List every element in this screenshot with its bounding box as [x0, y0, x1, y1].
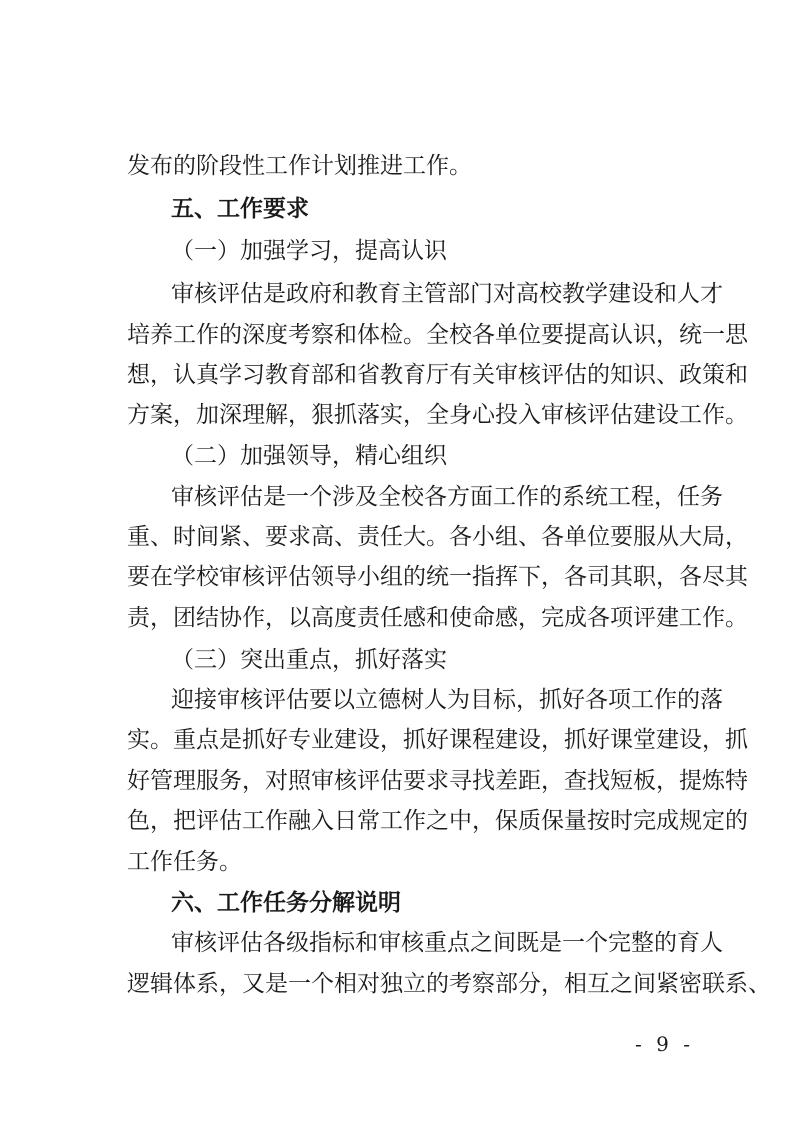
paragraph-line: 发布的阶段性工作计划推进工作。 — [127, 153, 472, 179]
subsection-heading: （一）加强学习，提高认识 — [171, 238, 447, 264]
paragraph-line: 审核评估是政府和教育主管部门对高校教学建设和人才 — [171, 281, 723, 307]
paragraph-line: 想，认真学习教育部和省教育厅有关审核评估的知识、政策和 — [127, 362, 748, 388]
subsection-heading: （三）突出重点，抓好落实 — [171, 647, 447, 673]
paragraph-line: 培养工作的深度考察和体检。全校各单位要提高认识，统一思 — [127, 322, 748, 348]
paragraph-line: 迎接审核评估要以立德树人为目标，抓好各项工作的落 — [171, 687, 723, 713]
paragraph-line: 审核评估各级指标和审核重点之间既是一个完整的育人 — [171, 930, 723, 956]
paragraph-line: 方案，加深理解，狠抓落实，全身心投入审核评估建设工作。 — [127, 402, 748, 428]
paragraph-line: 实。重点是抓好专业建设，抓好课程建设，抓好课堂建设，抓 — [127, 727, 748, 753]
paragraph-line: 逻辑体系，又是一个相对独立的考察部分，相互之间紧密联系、 — [127, 971, 771, 997]
paragraph-line: 重、时间紧、要求高、责任大。各小组、各单位要服从大局， — [127, 524, 748, 550]
section-heading: 五、工作要求 — [171, 195, 309, 222]
paragraph-line: 工作任务。 — [127, 849, 242, 875]
paragraph-line: 色，把评估工作融入日常工作之中，保质保量按时完成规定的 — [127, 808, 748, 834]
subsection-heading: （二）加强领导，精心组织 — [171, 443, 447, 469]
page-number: - 9 - — [635, 1032, 694, 1056]
paragraph-line: 好管理服务，对照审核评估要求寻找差距，查找短板，提炼特 — [127, 768, 748, 794]
paragraph-line: 审核评估是一个涉及全校各方面工作的系统工程，任务 — [171, 484, 723, 510]
section-heading: 六、工作任务分解说明 — [171, 889, 401, 916]
paragraph-line: 责，团结协作，以高度责任感和使命感，完成各项评建工作。 — [127, 605, 748, 631]
paragraph-line: 要在学校审核评估领导小组的统一指挥下，各司其职，各尽其 — [127, 564, 748, 590]
